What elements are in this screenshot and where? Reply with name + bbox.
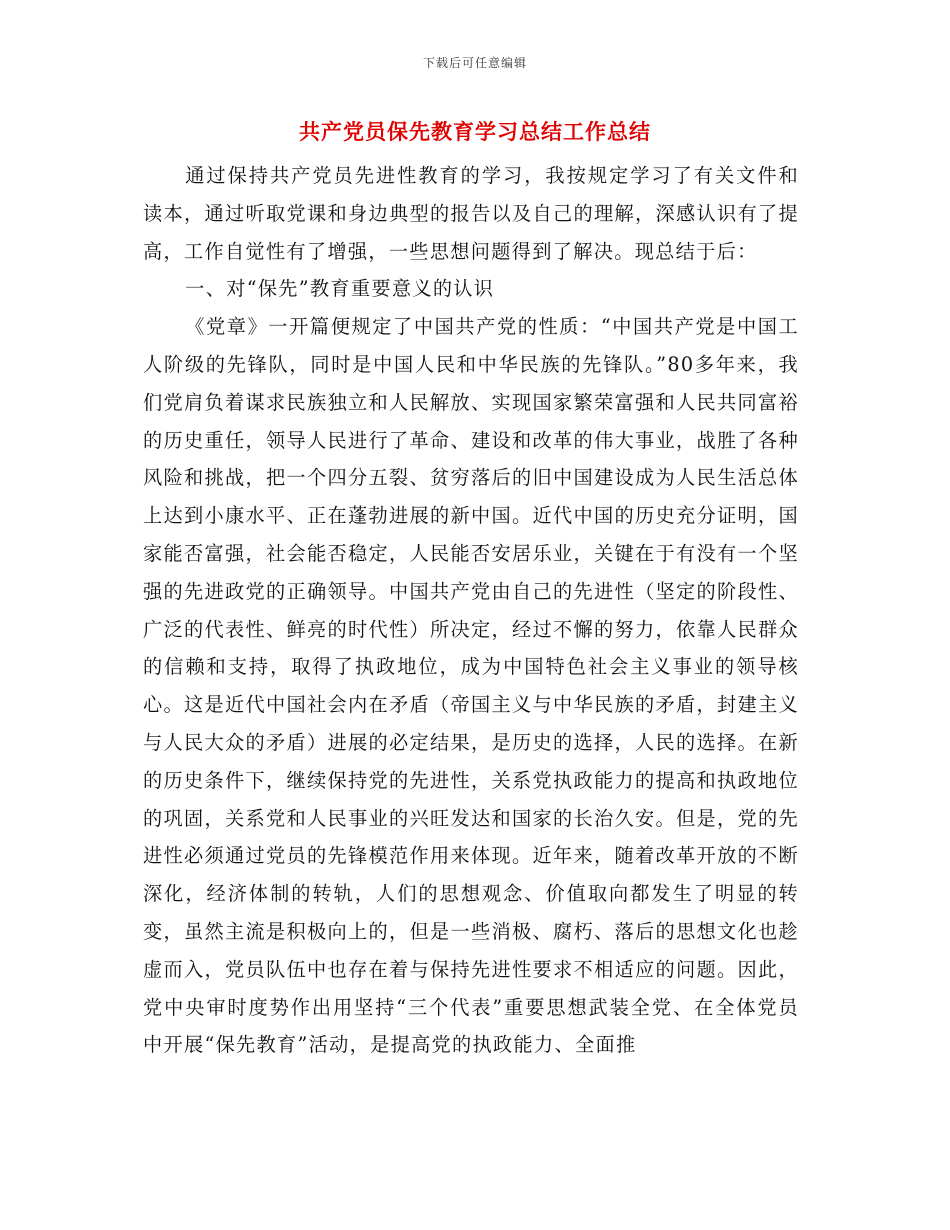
document-body	[143, 157, 799, 1064]
document-title: 共产党员保先教育学习总结工作总结	[299, 119, 651, 144]
paragraph-intro: 通过保持共产党员先进性教育的学习，我按规定学习了有关文件和读本，通过听取党课和身边典型的报告以及自己的理解，深感认识有了提高，工作自觉性有了增强，一些思想问题得到了解决。现总结于后：	[143, 164, 799, 263]
section-heading-1: 一、对“保先”教育重要意义的认识	[185, 277, 495, 301]
paragraph-body: 《党章》一开篇便规定了中国共产党的性质：“中国共产党是中国工人阶级的先锋队，同时是中国人民和中华民族的先锋队。”80多年来，我们党肩负着谋求民族独立和人民解放、实现国家繁荣富强和人民共同富裕的历史重任，领导人民进行了革命、建设和改革的伟大事业，战胜了各种风险和挑战，把一个四分五裂、贫穷落后的旧中国建设成为人民生活总体上达到小康水平、正在蓬勃进展的新中国。近代中国的历史充分证明，国家能否富强，社会能否稳定，人民能否安居乐业，关键在于有没有一个坚强的先进政党的正确领导。中国共产党由自己的先进性（坚定的阶段性、广泛的代表性、鲜亮的时代性）所决定，经过不懈的努力，依靠人民群众的信赖和支持，取得了执政地位，成为中国特色社会主义事业的领导核心。这是近代中国社会内在矛盾（帝国主义与中华民族的矛盾，封建主义与人民大众的矛盾）进展的必定结果，是历史的选择，人民的选择。在新的历史条件下，继续保持党的先进性，关系党执政能力的提高和执政地位的巩固，关系党和人民事业的兴旺发达和国家的长治久安。但是，党的先进性必须通过党员的先锋模范作用来体现。近年来，随着改革开放的不断深化，经济体制的转轨，人们的思想观念、价值取向都发生了明显的转变，虽然主流是积极向上的，但是一些消极、腐朽、落后的思想文化也趁虚而入，党员队伍中也存在着与保持先进性要求不相适应的问题。因此，党中央审时度势作出用坚持“三个代表”重要思想武装全党、在全体党员中开展“保先教育”活动，是提高党的执政能力、全面推	[143, 315, 799, 1057]
header-note: 下载后可任意编辑	[422, 56, 527, 70]
